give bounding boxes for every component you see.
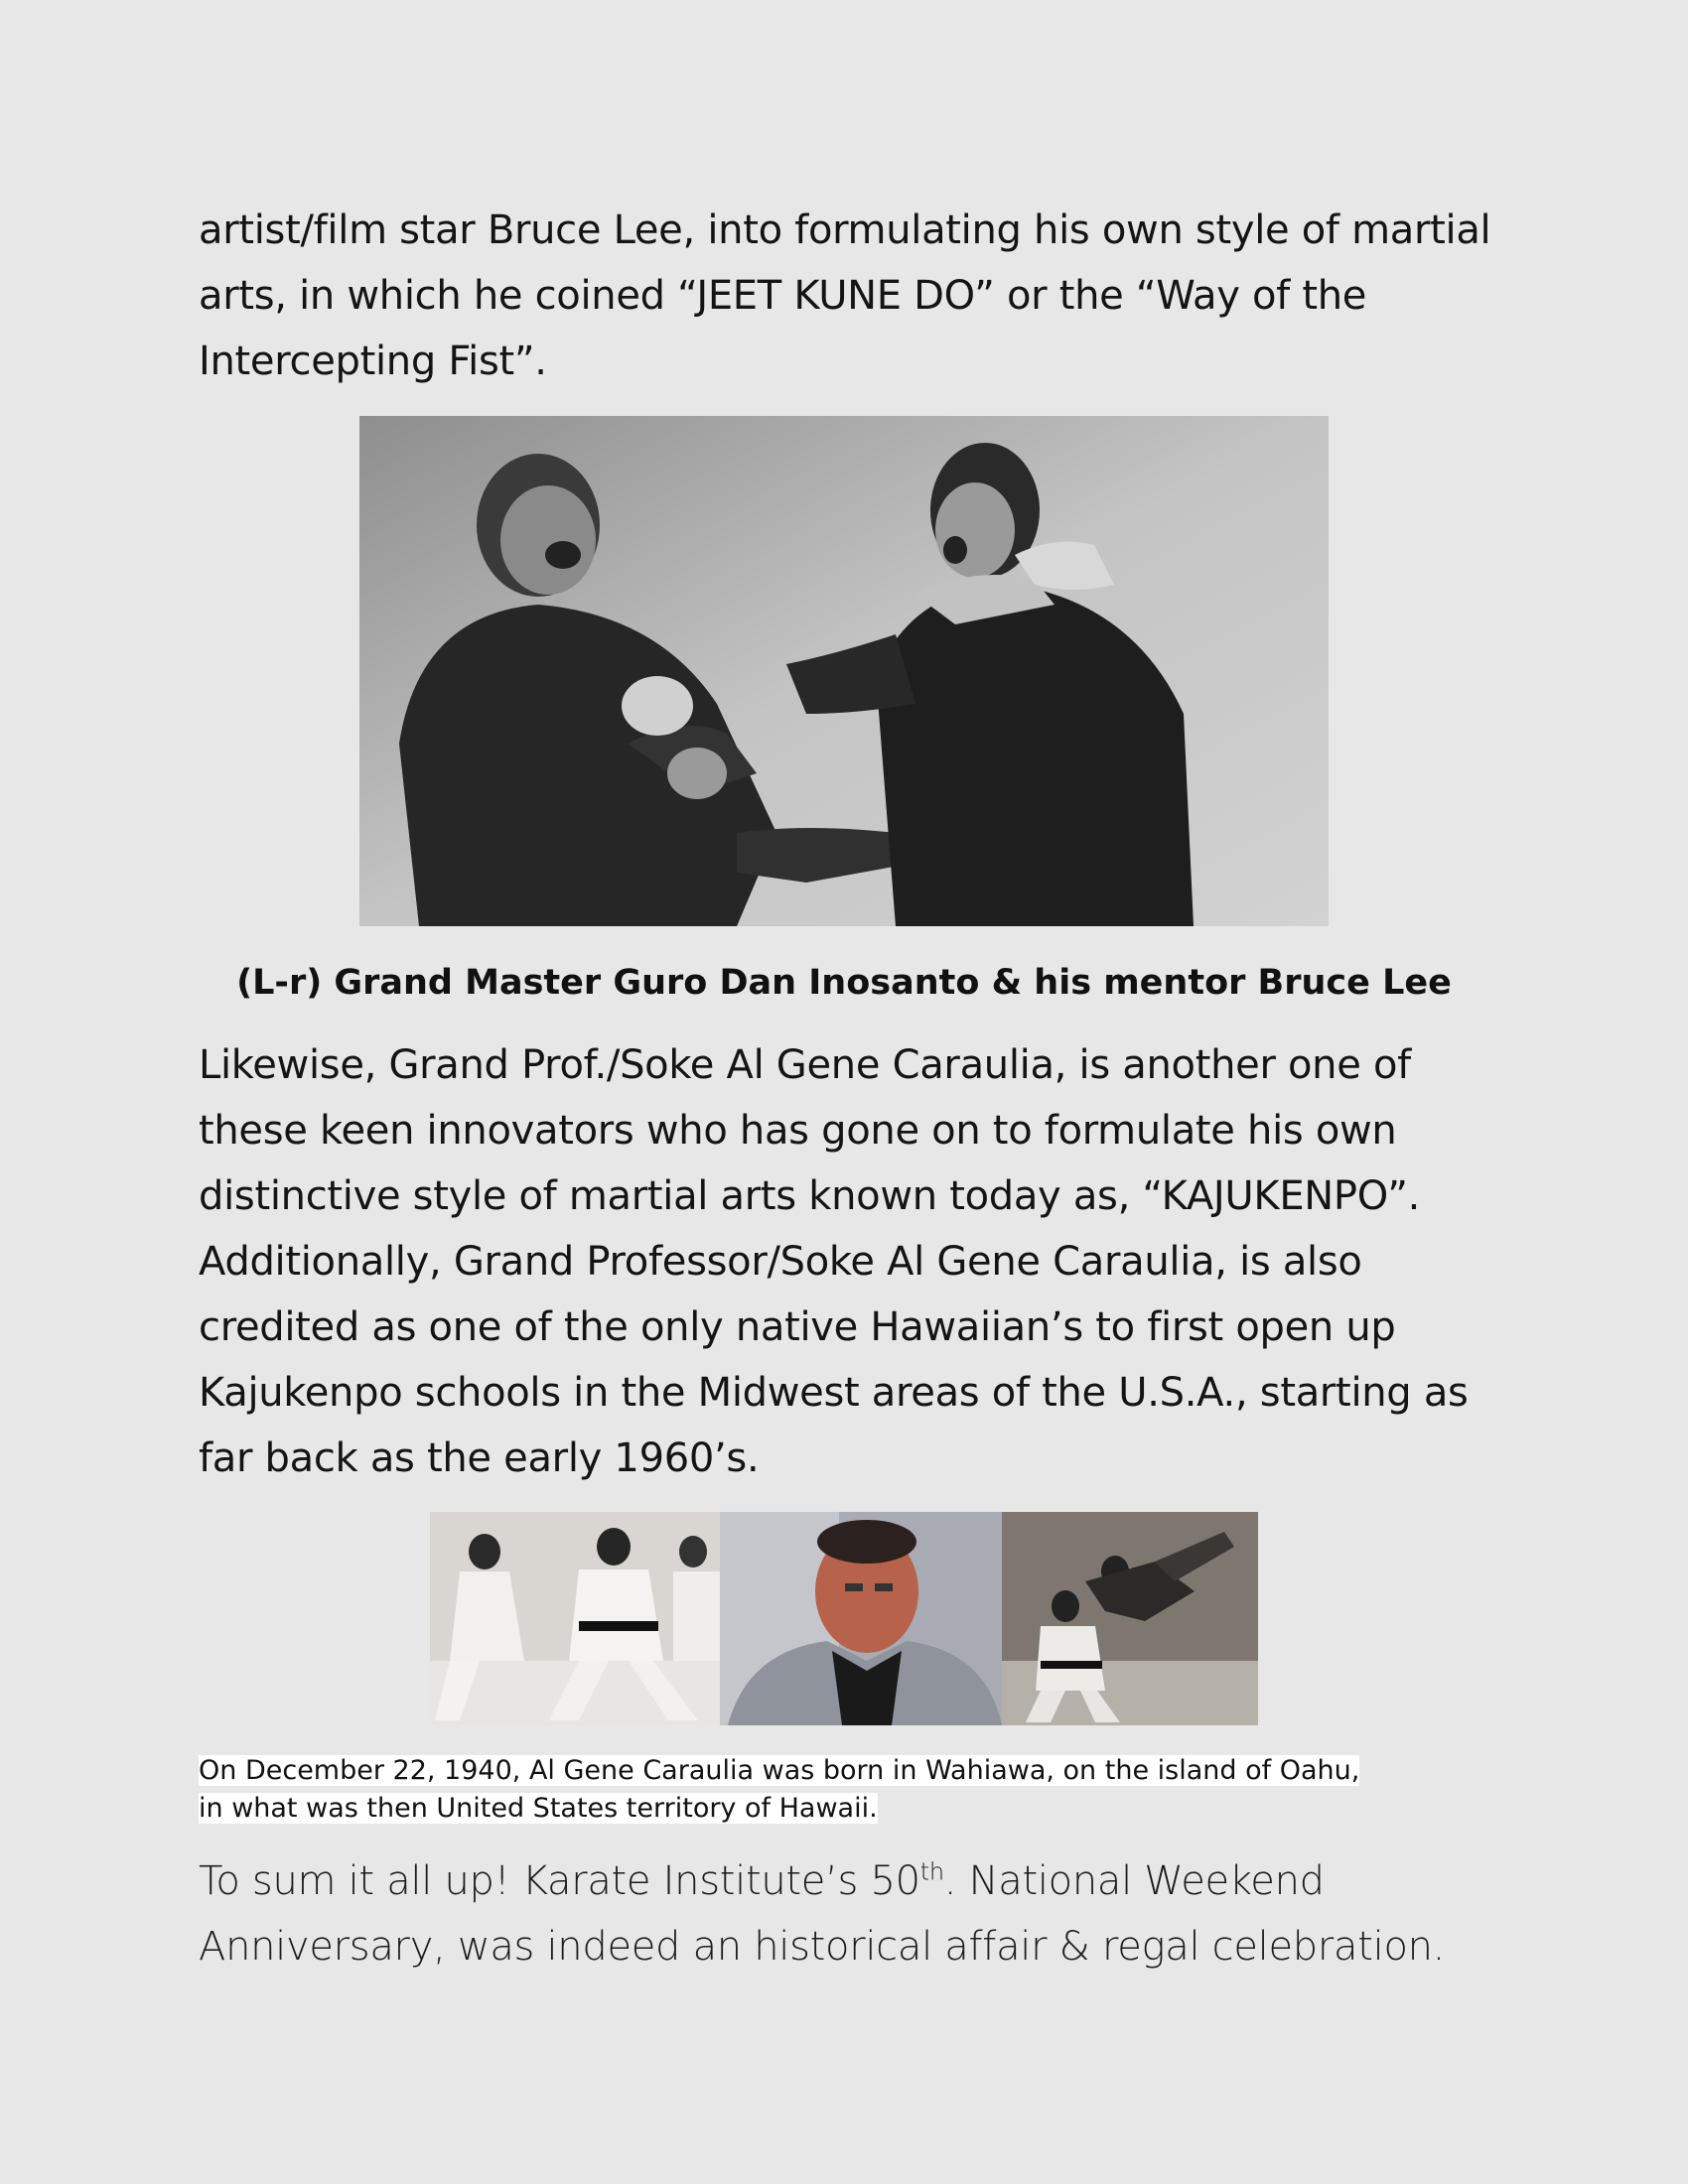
- photo-al-gene-caraulia-portrait: [720, 1512, 1002, 1725]
- photo-inosanto-and-bruce-lee: [359, 416, 1329, 926]
- closing-text-start: To sum it all up! Karate Institute’s 50: [199, 1858, 920, 1904]
- paragraph-jeet-kune-do: artist/film star Bruce Lee, into formulating his own style of martial arts, in which he coined “JEET KUNE DO” or the “Way of the Intercepting Fist”.: [199, 207, 1491, 384]
- paragraph-closing: [199, 1848, 1509, 1979]
- closing-text-end: . National Weekend Anniversary, was indeed an historical affair & regal celebration.: [199, 1858, 1446, 1970]
- photo-caption: (L-r) Grand Master Guro Dan Inosanto & his mentor Bruce Lee: [236, 963, 1452, 1003]
- ordinal-superscript: th: [919, 1857, 944, 1886]
- birth-note: [199, 1752, 1489, 1828]
- paragraph-kajukenpo: Likewise, Grand Prof./Soke Al Gene Caraulia, is another one of these keen innovators who has gone on to formulate his own distinctive style of martial arts known today as, “KAJUKENPO”. Additionally, Grand Professor/Soke Al Gene Caraulia, is also credited as one of the only native Hawaiian’s to first open up Kajukenpo schools in the Midwest areas of the U.S.A., starting as far back as the early 1960’s.: [199, 1042, 1469, 1481]
- birth-note-line-2: in what was then United States territory of Hawaii.: [199, 1793, 878, 1824]
- birth-note-line-1: On December 22, 1940, Al Gene Caraulia was born in Wahiawa, on the island of Oahu,: [199, 1755, 1360, 1786]
- photo-strip-caraulia: [430, 1512, 1258, 1725]
- photo-karate-class: [430, 1512, 720, 1725]
- photo-flying-kick: [1002, 1512, 1258, 1725]
